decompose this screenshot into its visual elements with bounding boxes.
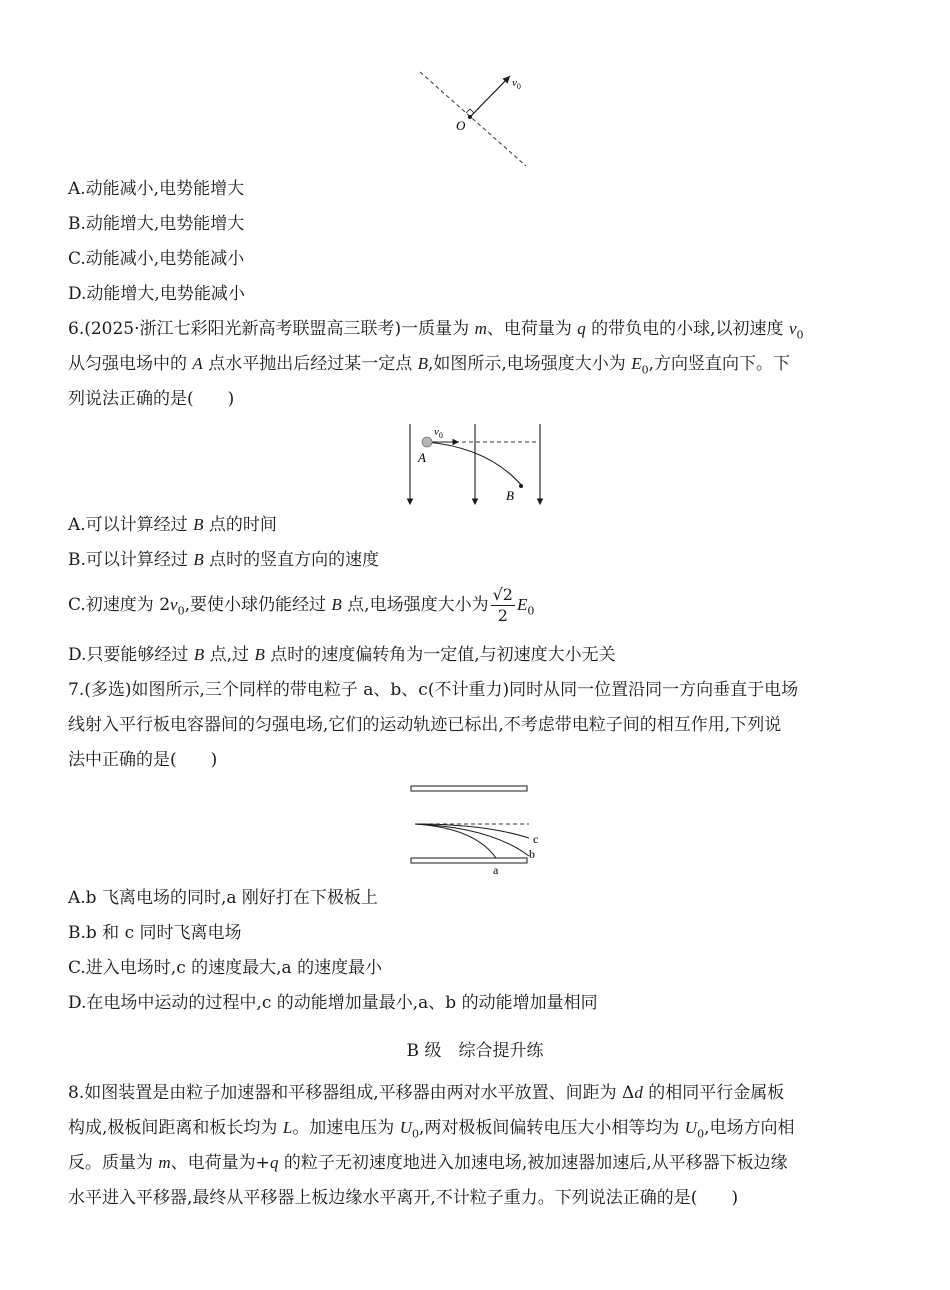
q6-option-c: C.初速度为 $2v_0$,要使小球仍能经过 B 点,电场强度大小为 $\frac{√2}{2}$ $E_0$ <box>68 585 535 625</box>
ball <box>422 437 432 447</box>
q7-option-a: A.b 飞离电场的同时,a 刚好打在下极板上 <box>68 888 378 908</box>
q7-option-c: C.进入电场时,c 的速度最大,a 的速度最小 <box>68 958 383 978</box>
o-label: O <box>456 118 466 133</box>
q6-stem-line1: 6.(2025·浙江七彩阳光新高考联盟高三联考)一质量为 m、电荷量为 q 的带负电的小球,以初速度 $v_0$ <box>68 319 804 342</box>
dashed-line <box>420 72 526 166</box>
label-b: b <box>529 847 535 861</box>
projectile-field-figure <box>400 420 550 510</box>
q5-option-a: A.动能减小,电势能增大 <box>68 179 245 199</box>
q7-option-b: B.b 和 c 同时飞离电场 <box>68 923 242 943</box>
q8-stem-line1: 8.如图装置是由粒子加速器和平移器组成,平移器由两对水平放置、间距为 Δd 的相同平行金属板 <box>68 1083 785 1103</box>
capacitor-figure <box>405 782 555 882</box>
point-b <box>519 484 523 488</box>
q6-stem-line3: 列说法正确的是( ) <box>68 389 235 409</box>
lower-plate <box>411 858 527 863</box>
q6-option-d: D.只要能够经过 B 点,过 B 点时的速度偏转角为一定值,与初速度大小无关 <box>68 645 616 665</box>
section-heading: B 级 综合提升练 <box>406 1041 544 1061</box>
q7-stem-line3: 法中正确的是( ) <box>68 750 218 770</box>
q7-option-d: D.在电场中运动的过程中,c 的动能增加量最小,a、b 的动能增加量相同 <box>68 993 598 1013</box>
q5-option-b: B.动能增大,电势能增大 <box>68 214 245 234</box>
field-line-figure <box>400 60 540 170</box>
q7-stem-line1: 7.(多选)如图所示,三个同样的带电粒子 a、b、c(不计重力)同时从同一位置沿同一方向垂直于电场 <box>68 680 799 700</box>
point-o <box>468 115 472 119</box>
q5-option-d: D.动能增大,电势能减小 <box>68 284 245 304</box>
q8-stem-line2: 构成,极板间距离和板长均为 L。加速电压为 $U_0$,两对极板间偏转电压大小相等均为 $U_0$,电场方向相 <box>68 1118 795 1141</box>
v0-label: $v_0$ <box>512 77 521 91</box>
q6-stem-line2: 从匀强电场中的 A 点水平抛出后经过某一定点 B,如图所示,电场强度大小为 $E_0$,方向竖直向下。下 <box>68 354 791 377</box>
v0-label: $v_0$ <box>434 426 443 440</box>
upper-plate <box>411 786 527 791</box>
trajectory-b <box>415 824 529 856</box>
label-c: c <box>533 832 539 846</box>
q6-option-b: B.可以计算经过 B 点时的竖直方向的速度 <box>68 550 380 570</box>
q8-stem-line4: 水平进入平移器,最终从平移器上板边缘水平离开,不计粒子重力。下列说法正确的是( ) <box>68 1188 739 1208</box>
fraction: $\frac{√2}{2}$ <box>492 585 513 625</box>
q6-option-a: A.可以计算经过 B 点的时间 <box>68 515 277 535</box>
label-a: a <box>493 863 499 877</box>
velocity-arrow <box>470 76 510 117</box>
trajectory-a <box>415 824 496 858</box>
q8-stem-line3: 反。质量为 m、电荷量为+q 的粒子无初速度地进入加速电场,被加速器加速后,从平移器下板边缘 <box>68 1153 788 1173</box>
a-label: A <box>418 450 426 465</box>
q5-option-c: C.动能减小,电势能减小 <box>68 249 245 269</box>
b-label: B <box>506 488 514 503</box>
q7-stem-line2: 线射入平行板电容器间的匀强电场,它们的运动轨迹已标出,不考虑带电粒子间的相互作用,下列说 <box>68 715 782 735</box>
